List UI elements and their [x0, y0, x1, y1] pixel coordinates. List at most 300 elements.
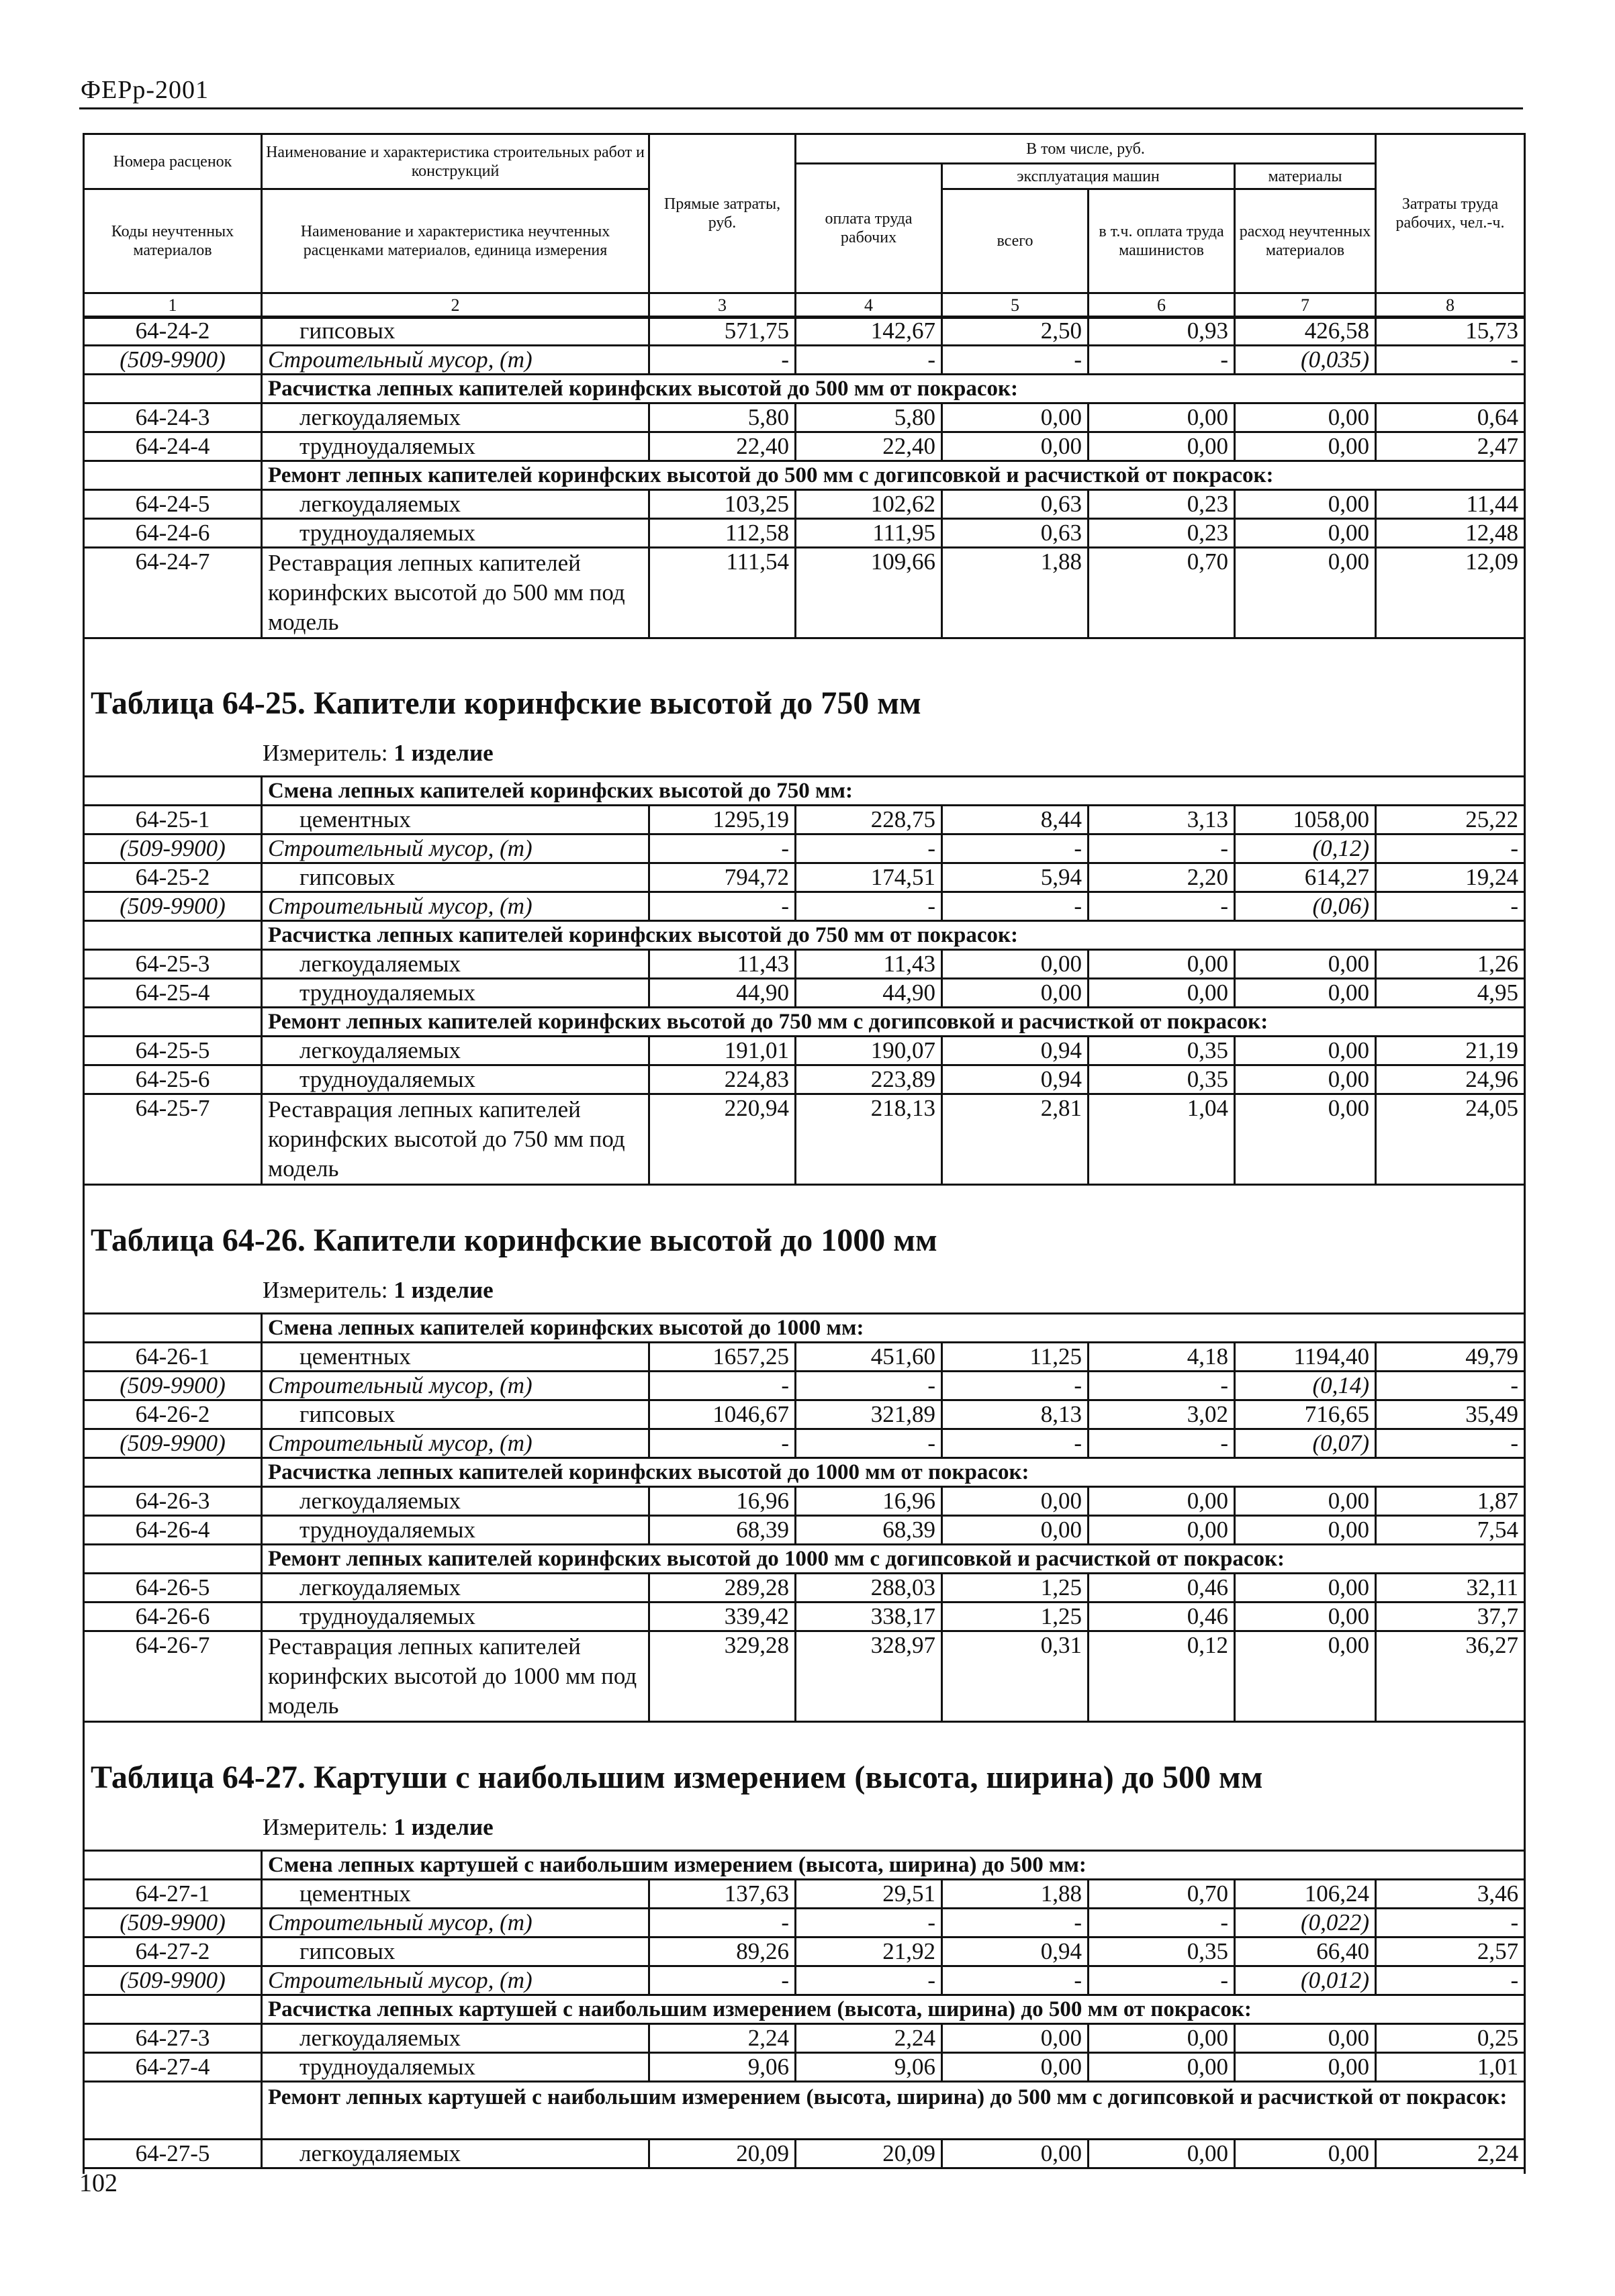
materials-value: 0,00 [1235, 1487, 1376, 1516]
table-title: Таблица 64-25. Капители коринфские высотой до 750 мм [91, 685, 921, 721]
wage-value: 288,03 [796, 1574, 942, 1603]
direct-costs-value: 112,58 [649, 519, 796, 548]
materials-value: 716,65 [1235, 1400, 1376, 1429]
operators-wage-value: 0,12 [1089, 1631, 1235, 1722]
machines-total-value: 1,25 [942, 1603, 1089, 1631]
direct-costs-value: - [649, 346, 796, 375]
labor-value: 7,54 [1376, 1516, 1525, 1545]
material-code: (509-9900) [84, 1909, 262, 1938]
machines-total-value: 1,88 [942, 1880, 1089, 1909]
wage-value: 111,95 [796, 519, 942, 548]
direct-costs-value: - [649, 834, 796, 863]
rate-code: 64-26-1 [84, 1343, 262, 1372]
labor-value: 1,26 [1376, 950, 1525, 979]
machines-total-value: 0,94 [942, 1938, 1089, 1966]
machines-total-value: 0,94 [942, 1065, 1089, 1094]
materials-value: 0,00 [1235, 432, 1376, 461]
header-materials-expense: расход неучтенных материалов [1235, 189, 1376, 293]
direct-costs-value: 289,28 [649, 1574, 796, 1603]
work-name: трудноудаляемых [262, 1603, 649, 1631]
wage-value: - [796, 892, 942, 921]
direct-costs-value: 89,26 [649, 1938, 796, 1966]
operators-wage-value: 0,46 [1089, 1574, 1235, 1603]
operators-wage-value: 0,23 [1089, 490, 1235, 519]
labor-value: - [1376, 834, 1525, 863]
labor-value: 0,25 [1376, 2024, 1525, 2053]
section-heading: Расчистка лепных капителей коринфских высотой до 500 мм от покрасок: [262, 375, 1525, 403]
blank-cell [84, 1545, 262, 1574]
header-labor: Затраты труда рабочих, чел.-ч. [1376, 134, 1525, 293]
section-heading: Ремонт лепных картушей с наибольшим измерением (высота, ширина) до 500 мм с догипсовкой и расчисткой от покрасок: [262, 2082, 1525, 2140]
column-header-table [83, 133, 1526, 319]
operators-wage-value: 0,70 [1089, 1880, 1235, 1909]
direct-costs-value: - [649, 1909, 796, 1938]
direct-costs-value: 224,83 [649, 1065, 796, 1094]
header-machines: эксплуатация машин [942, 164, 1235, 189]
section-heading: Ремонт лепных капителей коринфских высотой до 1000 мм с догипсовкой и расчисткой от покрасок: [262, 1545, 1525, 1574]
operators-wage-value: 2,20 [1089, 863, 1235, 892]
materials-value: 0,00 [1235, 1094, 1376, 1185]
table-row [84, 519, 1525, 548]
operators-wage-value: 0,00 [1089, 2024, 1235, 2053]
wage-value: - [796, 834, 942, 863]
work-name: трудноудаляемых [262, 1516, 649, 1545]
machines-total-value: - [942, 834, 1089, 863]
rate-code: 64-27-2 [84, 1938, 262, 1966]
materials-value: 0,00 [1235, 1603, 1376, 1631]
direct-costs-value: 16,96 [649, 1487, 796, 1516]
table-row [84, 1966, 1525, 1995]
table-row [84, 1574, 1525, 1603]
wage-value: 228,75 [796, 806, 942, 834]
rate-code: 64-24-2 [84, 317, 262, 346]
table-row [84, 1343, 1525, 1372]
wage-value: 218,13 [796, 1094, 942, 1185]
machines-total-value: 5,94 [942, 863, 1089, 892]
direct-costs-value: - [649, 1429, 796, 1458]
work-name: гипсовых [262, 1400, 649, 1429]
labor-value: 1,01 [1376, 2053, 1525, 2082]
header-name-bottom: Наименование и характеристика неучтенных расценками материалов, единица измерения [262, 189, 649, 293]
machines-total-value: 0,94 [942, 1037, 1089, 1065]
work-name: легкоудаляемых [262, 950, 649, 979]
work-name: Реставрация лепных капителей коринфских высотой до 500 мм под модель [262, 548, 649, 638]
operators-wage-value: 1,04 [1089, 1094, 1235, 1185]
table-row [84, 806, 1525, 834]
materials-value: (0,14) [1235, 1372, 1376, 1400]
table-row [84, 979, 1525, 1008]
header-wage: оплата труда рабочих [796, 164, 942, 293]
operators-wage-value: - [1089, 1966, 1235, 1995]
section-row [84, 1995, 1525, 2024]
col-num-6: 6 [1089, 293, 1235, 318]
materials-value: 106,24 [1235, 1880, 1376, 1909]
work-name: трудноудаляемых [262, 1065, 649, 1094]
blank-cell [84, 1008, 262, 1037]
materials-value: 0,00 [1235, 2024, 1376, 2053]
table-row [84, 1487, 1525, 1516]
table-row [84, 2053, 1525, 2082]
page-number: 102 [79, 2169, 118, 2197]
machines-total-value: 11,25 [942, 1343, 1089, 1372]
direct-costs-value: 571,75 [649, 317, 796, 346]
machines-total-value: 0,00 [942, 2024, 1089, 2053]
materials-value: (0,12) [1235, 834, 1376, 863]
blank-cell [84, 777, 262, 806]
table-row [84, 950, 1525, 979]
labor-value: 35,49 [1376, 1400, 1525, 1429]
table-row [84, 863, 1525, 892]
header-operators-wage: в т.ч. оплата труда машинистов [1089, 189, 1235, 293]
work-name: гипсовых [262, 317, 649, 346]
wage-value: 44,90 [796, 979, 942, 1008]
rate-code: 64-26-6 [84, 1603, 262, 1631]
wage-value: 174,51 [796, 863, 942, 892]
table-row [84, 1400, 1525, 1429]
rate-code: 64-25-5 [84, 1037, 262, 1065]
wage-value: - [796, 1909, 942, 1938]
material-name: Строительный мусор, (т) [262, 346, 649, 375]
wage-value: 11,43 [796, 950, 942, 979]
direct-costs-value: 44,90 [649, 979, 796, 1008]
work-name: легкоудаляемых [262, 1487, 649, 1516]
wage-value: 338,17 [796, 1603, 942, 1631]
materials-value: (0,012) [1235, 1966, 1376, 1995]
machines-total-value: - [942, 892, 1089, 921]
rate-code: 64-26-2 [84, 1400, 262, 1429]
section-heading: Смена лепных капителей коринфских высотой до 750 мм: [262, 777, 1525, 806]
materials-value: 0,00 [1235, 1037, 1376, 1065]
table-row [84, 1631, 1525, 1722]
wage-value: 451,60 [796, 1343, 942, 1372]
col-num-7: 7 [1235, 293, 1376, 318]
wage-value: 190,07 [796, 1037, 942, 1065]
wage-value: 16,96 [796, 1487, 942, 1516]
labor-value: - [1376, 892, 1525, 921]
operators-wage-value: 0,70 [1089, 548, 1235, 638]
direct-costs-value: 329,28 [649, 1631, 796, 1722]
machines-total-value: 0,00 [942, 979, 1089, 1008]
meter: Измеритель: 1 изделие [263, 1814, 494, 1840]
col-num-2: 2 [262, 293, 649, 318]
table-row [84, 346, 1525, 375]
rate-code: 64-26-3 [84, 1487, 262, 1516]
machines-total-value: - [942, 1966, 1089, 1995]
material-name: Строительный мусор, (т) [262, 1909, 649, 1938]
header-including: В том числе, руб. [796, 134, 1376, 164]
direct-costs-value: 5,80 [649, 403, 796, 432]
table-row [84, 1065, 1525, 1094]
direct-costs-value: 1657,25 [649, 1343, 796, 1372]
machines-total-value: 1,88 [942, 548, 1089, 638]
labor-value: 37,7 [1376, 1603, 1525, 1631]
direct-costs-value: 794,72 [649, 863, 796, 892]
table-64-25 [83, 775, 1526, 1186]
labor-value: - [1376, 1909, 1525, 1938]
wage-value: 223,89 [796, 1065, 942, 1094]
machines-total-value: 8,44 [942, 806, 1089, 834]
labor-value: 3,46 [1376, 1880, 1525, 1909]
work-name: цементных [262, 1880, 649, 1909]
labor-value: 1,87 [1376, 1487, 1525, 1516]
operators-wage-value: 0,00 [1089, 1516, 1235, 1545]
direct-costs-value: 137,63 [649, 1880, 796, 1909]
material-name: Строительный мусор, (т) [262, 834, 649, 863]
direct-costs-value: 111,54 [649, 548, 796, 638]
table-row [84, 1429, 1525, 1458]
materials-value: 0,00 [1235, 1574, 1376, 1603]
materials-value: 0,00 [1235, 1065, 1376, 1094]
work-name: гипсовых [262, 863, 649, 892]
machines-total-value: 0,00 [942, 2053, 1089, 2082]
table-row [84, 432, 1525, 461]
blank-cell [84, 461, 262, 490]
operators-wage-value: 0,35 [1089, 1037, 1235, 1065]
machines-total-value: 8,13 [942, 1400, 1089, 1429]
wage-value: 22,40 [796, 432, 942, 461]
meter: Измеритель: 1 изделие [263, 1277, 494, 1303]
machines-total-value: - [942, 1909, 1089, 1938]
direct-costs-value: 1295,19 [649, 806, 796, 834]
direct-costs-value: 22,40 [649, 432, 796, 461]
material-code: (509-9900) [84, 346, 262, 375]
machines-total-value: 0,63 [942, 490, 1089, 519]
work-name: Реставрация лепных капителей коринфских высотой до 750 мм под модель [262, 1094, 649, 1185]
header-codes-top: Номера расценок [84, 134, 262, 189]
section-row [84, 2082, 1525, 2140]
material-code: (509-9900) [84, 892, 262, 921]
labor-value: 0,64 [1376, 403, 1525, 432]
labor-value: 32,11 [1376, 1574, 1525, 1603]
operators-wage-value: 0,00 [1089, 403, 1235, 432]
table-row [84, 892, 1525, 921]
operators-wage-value: 0,00 [1089, 432, 1235, 461]
labor-value: - [1376, 346, 1525, 375]
wage-value: 109,66 [796, 548, 942, 638]
rate-code: 64-25-4 [84, 979, 262, 1008]
work-name: гипсовых [262, 1938, 649, 1966]
material-code: (509-9900) [84, 1966, 262, 1995]
materials-value: 0,00 [1235, 2053, 1376, 2082]
wage-value: 21,92 [796, 1938, 942, 1966]
direct-costs-value: - [649, 1372, 796, 1400]
wage-value: 20,09 [796, 2140, 942, 2168]
wage-value: - [796, 1372, 942, 1400]
table-row [84, 1094, 1525, 1185]
direct-costs-value: 220,94 [649, 1094, 796, 1185]
table-64-26 [83, 1312, 1526, 1723]
machines-total-value: 2,50 [942, 317, 1089, 346]
col-num-8: 8 [1376, 293, 1525, 318]
section-row [84, 921, 1525, 950]
labor-value: 4,95 [1376, 979, 1525, 1008]
wage-value: - [796, 1966, 942, 1995]
blank-cell [84, 1851, 262, 1880]
labor-value: 12,48 [1376, 519, 1525, 548]
header-codes-bottom: Коды неучтенных материалов [84, 189, 262, 293]
operators-wage-value: 3,13 [1089, 806, 1235, 834]
work-name: Реставрация лепных капителей коринфских высотой до 1000 мм под модель [262, 1631, 649, 1722]
machines-total-value: 0,00 [942, 950, 1089, 979]
machines-total-value: 0,00 [942, 432, 1089, 461]
section-row [84, 461, 1525, 490]
work-name: легкоудаляемых [262, 2140, 649, 2168]
direct-costs-value: 339,42 [649, 1603, 796, 1631]
operators-wage-value: 0,00 [1089, 979, 1235, 1008]
machines-total-value: 0,00 [942, 1487, 1089, 1516]
machines-total-value: - [942, 346, 1089, 375]
header-machines-total: всего [942, 189, 1089, 293]
rate-code: 64-27-3 [84, 2024, 262, 2053]
rate-code: 64-26-7 [84, 1631, 262, 1722]
rate-code: 64-25-3 [84, 950, 262, 979]
materials-value: (0,035) [1235, 346, 1376, 375]
work-name: цементных [262, 1343, 649, 1372]
section-row [84, 1851, 1525, 1880]
materials-value: 0,00 [1235, 403, 1376, 432]
wage-value: 68,39 [796, 1516, 942, 1545]
direct-costs-value: 20,09 [649, 2140, 796, 2168]
wage-value: 102,62 [796, 490, 942, 519]
rate-code: 64-24-3 [84, 403, 262, 432]
operators-wage-value: 4,18 [1089, 1343, 1235, 1372]
table-row [84, 1603, 1525, 1631]
labor-value: 25,22 [1376, 806, 1525, 834]
machines-total-value: 0,63 [942, 519, 1089, 548]
labor-value: 2,47 [1376, 432, 1525, 461]
labor-value: - [1376, 1429, 1525, 1458]
labor-value: 49,79 [1376, 1343, 1525, 1372]
section-heading: Смена лепных картушей с наибольшим измерением (высота, ширина) до 500 мм: [262, 1851, 1525, 1880]
machines-total-value: 1,25 [942, 1574, 1089, 1603]
operators-wage-value: 0,00 [1089, 2053, 1235, 2082]
section-row [84, 375, 1525, 403]
table-row [84, 1037, 1525, 1065]
rate-code: 64-24-6 [84, 519, 262, 548]
header-direct-costs: Прямые затраты, руб. [649, 134, 796, 293]
col-num-3: 3 [649, 293, 796, 318]
materials-value: 0,00 [1235, 979, 1376, 1008]
direct-costs-value: 191,01 [649, 1037, 796, 1065]
section-row [84, 1008, 1525, 1037]
work-name: легкоудаляемых [262, 2024, 649, 2053]
wage-value: - [796, 346, 942, 375]
col-num-5: 5 [942, 293, 1089, 318]
materials-value: 426,58 [1235, 317, 1376, 346]
materials-value: 1058,00 [1235, 806, 1376, 834]
material-code: (509-9900) [84, 1372, 262, 1400]
section-heading: Ремонт лепных капителей коринфских вьсотой до 750 мм с догипсовкой и расчисткой от покрасок: [262, 1008, 1525, 1037]
table-64-27 [83, 1850, 1526, 2169]
materials-value: (0,022) [1235, 1909, 1376, 1938]
section-heading: Расчистка лепных картушей с наибольшим измерением (высота, ширина) до 500 мм от покрасок: [262, 1995, 1525, 2024]
labor-value: - [1376, 1372, 1525, 1400]
page-header [79, 73, 1523, 109]
material-name: Строительный мусор, (т) [262, 1429, 649, 1458]
operators-wage-value: - [1089, 1372, 1235, 1400]
material-name: Строительный мусор, (т) [262, 892, 649, 921]
labor-value: 12,09 [1376, 548, 1525, 638]
materials-value: 0,00 [1235, 2140, 1376, 2168]
operators-wage-value: - [1089, 346, 1235, 375]
operators-wage-value: 0,00 [1089, 950, 1235, 979]
materials-value: 0,00 [1235, 519, 1376, 548]
table-row [84, 834, 1525, 863]
labor-value: 24,05 [1376, 1094, 1525, 1185]
table-row [84, 403, 1525, 432]
materials-value: 66,40 [1235, 1938, 1376, 1966]
rate-code: 64-25-7 [84, 1094, 262, 1185]
table-title: Таблица 64-26. Капители коринфские высотой до 1000 мм [91, 1223, 937, 1258]
rate-code: 64-25-1 [84, 806, 262, 834]
work-name: легкоудаляемых [262, 1037, 649, 1065]
machines-total-value: 2,81 [942, 1094, 1089, 1185]
labor-value: 24,96 [1376, 1065, 1525, 1094]
labor-value: 19,24 [1376, 863, 1525, 892]
labor-value: 11,44 [1376, 490, 1525, 519]
table-row [84, 1938, 1525, 1966]
materials-value: 614,27 [1235, 863, 1376, 892]
rate-code: 64-24-7 [84, 548, 262, 638]
rate-code: 64-27-5 [84, 2140, 262, 2168]
section-row [84, 1314, 1525, 1343]
table-row [84, 1516, 1525, 1545]
materials-value: 0,00 [1235, 490, 1376, 519]
rate-code: 64-27-1 [84, 1880, 262, 1909]
blank-cell [84, 2082, 262, 2140]
table-row [84, 1909, 1525, 1938]
work-name: легкоудаляемых [262, 1574, 649, 1603]
blank-cell [84, 1314, 262, 1343]
operators-wage-value: 0,00 [1089, 2140, 1235, 2168]
table-row [84, 548, 1525, 638]
wage-value: 9,06 [796, 2053, 942, 2082]
rate-code: 64-24-5 [84, 490, 262, 519]
operators-wage-value: 0,35 [1089, 1065, 1235, 1094]
section-row [84, 1545, 1525, 1574]
work-name: трудноудаляемых [262, 2053, 649, 2082]
operators-wage-value: 0,93 [1089, 317, 1235, 346]
col-num-1: 1 [84, 293, 262, 318]
materials-value: 1194,40 [1235, 1343, 1376, 1372]
machines-total-value: 0,00 [942, 403, 1089, 432]
direct-costs-value: 2,24 [649, 2024, 796, 2053]
section-heading: Ремонт лепных капителей коринфских высотой до 500 мм с догипсовкой и расчисткой от покрасок: [262, 461, 1525, 490]
table-64-24-continued [83, 316, 1526, 639]
meter: Измеритель: 1 изделие [263, 740, 494, 766]
direct-costs-value: 103,25 [649, 490, 796, 519]
section-heading: Смена лепных капителей коринфских высотой до 1000 мм: [262, 1314, 1525, 1343]
table-row [84, 317, 1525, 346]
work-name: легкоудаляемых [262, 490, 649, 519]
machines-total-value: - [942, 1372, 1089, 1400]
work-name: трудноудаляемых [262, 519, 649, 548]
material-code: (509-9900) [84, 1429, 262, 1458]
rate-code: 64-26-4 [84, 1516, 262, 1545]
blank-cell [84, 1458, 262, 1487]
machines-total-value: - [942, 1429, 1089, 1458]
series-title: ФЕРр-2001 [81, 76, 210, 104]
labor-value: 36,27 [1376, 1631, 1525, 1722]
materials-value: (0,06) [1235, 892, 1376, 921]
operators-wage-value: - [1089, 834, 1235, 863]
section-row [84, 1458, 1525, 1487]
rate-code: 64-25-6 [84, 1065, 262, 1094]
header-materials: материалы [1235, 164, 1376, 189]
labor-value: 2,24 [1376, 2140, 1525, 2168]
operators-wage-value: 0,00 [1089, 1487, 1235, 1516]
wage-value: 2,24 [796, 2024, 942, 2053]
